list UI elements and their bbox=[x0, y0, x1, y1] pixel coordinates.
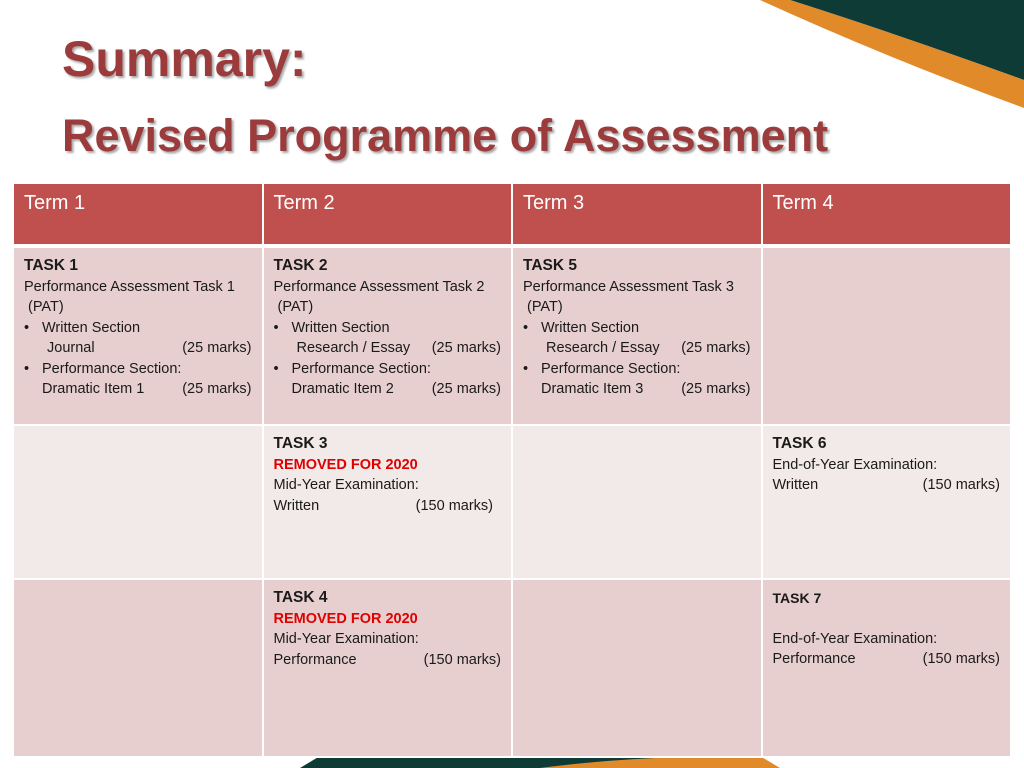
performance-section-label: • Performance Section: bbox=[523, 359, 751, 380]
task-name: Performance Assessment Task 2 bbox=[273, 278, 485, 295]
task-name: Performance Assessment Task 3 bbox=[523, 278, 734, 295]
task-abbrev: (PAT) bbox=[527, 299, 563, 315]
task-name: Performance Assessment Task 1 bbox=[24, 278, 235, 295]
written-section-label: • Written Section bbox=[523, 318, 751, 339]
exam-type: Performance bbox=[273, 651, 357, 668]
performance-marks: (25 marks) bbox=[681, 381, 751, 397]
exam-label: Mid-Year Examination: bbox=[273, 477, 419, 493]
task-label: TASK 3 bbox=[273, 435, 328, 452]
task-label: TASK 7 bbox=[772, 590, 822, 606]
performance-section-label: • Performance Section: bbox=[274, 359, 502, 380]
exam-marks: (150 marks) bbox=[922, 651, 1000, 667]
header-term-4: Term 4 bbox=[762, 183, 1012, 246]
exam-label: Mid-Year Examination: bbox=[273, 631, 419, 647]
exam-marks: (150 marks) bbox=[415, 497, 493, 514]
exam-type: Written bbox=[273, 497, 320, 514]
exam-label: End-of-Year Examination: bbox=[772, 630, 938, 647]
cell-term1-empty bbox=[13, 425, 263, 579]
cell-term3-task5 bbox=[512, 246, 762, 425]
task-label: TASK 4 bbox=[273, 589, 328, 606]
table-row bbox=[13, 425, 1011, 579]
task-label: TASK 2 bbox=[273, 257, 328, 274]
cell-term4-empty bbox=[762, 246, 1012, 425]
header-term-3: Term 3 bbox=[512, 183, 762, 246]
exam-type: Written bbox=[772, 477, 819, 493]
cell-term2-task4 bbox=[263, 579, 513, 757]
written-marks: (25 marks) bbox=[431, 340, 501, 356]
written-section-label: • Written Section bbox=[274, 318, 502, 339]
removed-notice: REMOVED FOR 2020 bbox=[273, 456, 418, 473]
task-label: TASK 5 bbox=[523, 257, 577, 274]
performance-item: Dramatic Item 1 bbox=[42, 381, 145, 397]
table-row bbox=[13, 246, 1011, 425]
task-abbrev: (PAT) bbox=[277, 299, 314, 315]
table-header-row bbox=[13, 183, 1011, 246]
written-item: Journal bbox=[47, 340, 95, 356]
performance-item: Dramatic Item 2 bbox=[291, 381, 394, 397]
removed-notice: REMOVED FOR 2020 bbox=[273, 610, 418, 627]
written-marks: (25 marks) bbox=[681, 340, 751, 356]
header-term-2: Term 2 bbox=[263, 183, 513, 246]
table-row bbox=[13, 579, 1011, 757]
written-item: Research / Essay bbox=[296, 340, 411, 356]
written-section-label: • Written Section bbox=[24, 318, 252, 339]
task-label: TASK 1 bbox=[24, 257, 78, 274]
performance-section-label: • Performance Section: bbox=[24, 359, 252, 380]
performance-item: Dramatic Item 3 bbox=[541, 381, 644, 397]
page-title: Summary: bbox=[62, 31, 307, 87]
exam-label: End-of-Year Examination: bbox=[772, 456, 938, 473]
performance-marks: (25 marks) bbox=[431, 381, 501, 397]
cell-term4-task7 bbox=[762, 579, 1012, 757]
written-marks: (25 marks) bbox=[182, 340, 252, 356]
header-term-1: Term 1 bbox=[13, 183, 263, 246]
exam-marks: (150 marks) bbox=[423, 651, 501, 668]
cell-term3-empty bbox=[512, 425, 762, 579]
cell-term4-task6 bbox=[762, 425, 1012, 579]
exam-marks: (150 marks) bbox=[922, 477, 1000, 493]
cell-term2-task2 bbox=[263, 246, 513, 425]
written-item: Research / Essay bbox=[546, 340, 660, 356]
task-abbrev: (PAT) bbox=[28, 299, 64, 315]
cell-term3-empty bbox=[512, 579, 762, 757]
page-subtitle: Revised Programme of Assessment bbox=[62, 110, 829, 161]
exam-type: Performance bbox=[772, 651, 856, 667]
task-label: TASK 6 bbox=[772, 435, 827, 452]
performance-marks: (25 marks) bbox=[182, 381, 252, 397]
cell-term1-empty bbox=[13, 579, 263, 757]
assessment-table bbox=[12, 182, 1012, 758]
cell-term2-task3 bbox=[263, 425, 513, 579]
cell-term1-task1 bbox=[13, 246, 263, 425]
